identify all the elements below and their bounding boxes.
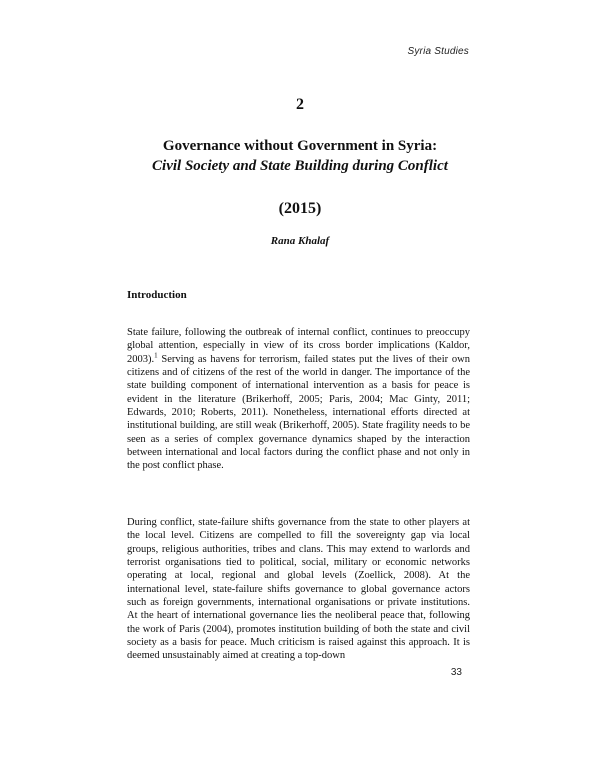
chapter-year: (2015)	[278, 200, 322, 217]
running-head: Syria Studies	[407, 46, 469, 57]
body-paragraph-2	[127, 516, 470, 663]
footnote-marker[interactable]: 1	[154, 351, 158, 360]
chapter-number: 2	[296, 96, 304, 113]
chapter-subtitle: Civil Society and State Building during Conflict	[152, 158, 448, 174]
paragraph-1-text-start: State failure, following the outbreak of internal conflict, continues to preoccupy global attention, especially in view of its cross border implications (Kaldor, 2003).	[127, 327, 470, 365]
paragraph-2-text: During conflict, state-failure shifts governance from the state to other players at the local level. Citizens are compelled to fill the sovereignty gap via local groups, religious authorities, tribes and clans. This may extend to warlords and terrorist organisations tied to political, social, military or economic networks operating at local, regional and global levels (Zoellick, 2008). At the international level, state-failure shifts governance to global governance actors such as foreign governments, international organisations or private institutions. At the heart of international governance lies the neoliberal peace that, following the work of Paris (2004), promotes institution building of both the state and civil society as a basis for peace. Much criticism is raised against this approach. It is deemed unsustainably aimed at creating a top-down	[127, 517, 470, 662]
chapter-title: Governance without Government in Syria:	[162, 138, 438, 154]
section-heading-introduction: Introduction	[127, 289, 187, 301]
author-name: Rana Khalaf	[270, 235, 330, 247]
page-number: 33	[450, 667, 462, 678]
body-paragraph-1	[127, 326, 470, 473]
paragraph-1-text-end: Serving as havens for terrorism, failed states put the lives of their own citizens and of citizens of the rest of the world in danger. The importance of the state building component of international intervention as a basis for peace is evident in the literature (Brikerhoff, 2005; Paris, 2004; Mac Ginty, 2011; Edwards, 2010; Roberts, 2011). Nonetheless, international efforts directed at institutional building, are still weak (Brikerhoff, 2005). State fragility needs to be seen as a series of complex governance dynamics shaped by the interaction between international and local factors during the conflict phase and not only in the post conflict phase.	[127, 353, 470, 472]
